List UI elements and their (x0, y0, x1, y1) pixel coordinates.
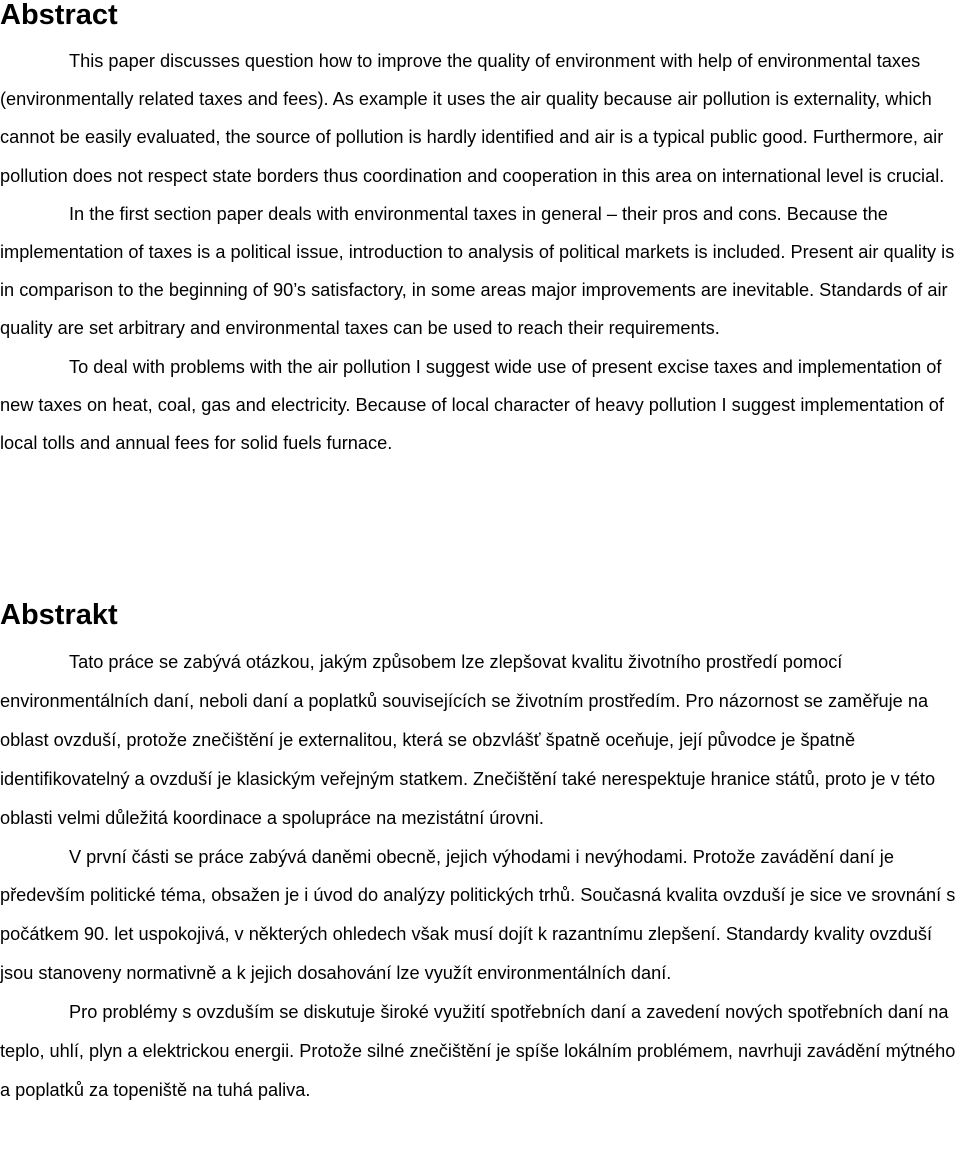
abstrakt-paragraph: V první části se práce zabývá daněmi obecně, jejich výhodami i nevýhodami. Protože zavádění daní je především politické téma, obsažen je i úvod do analýzy politických trhů. Současná kvalita ovzduší je sice ve srovnání s počátkem 90. let uspokojivá, v některých ohledech však musí dojít k razantnímu zlepšení. Standardy kvality ovzduší jsou stanoveny normativně a k jejich dosahování lze využít environmentálních daní. (0, 846, 956, 984)
abstract-heading: Abstract (0, 0, 118, 31)
abstract-paragraph: To deal with problems with the air pollution I suggest wide use of present excise taxes and implementation of new taxes on heat, coal, gas and electricity. Because of local character of heavy pollution I suggest implementation of local tolls and annual fees for solid fuels furnace. (0, 356, 944, 454)
abstrakt-heading: Abstrakt (0, 599, 118, 631)
abstract-paragraph: This paper discusses question how to improve the quality of environment with help of environmental taxes (environmentally related taxes and fees). As example it uses the air quality because air pollution is externality, which cannot be easily evaluated, the source of pollution is hardly identified and air is a typical public good. Furthermore, air pollution does not respect state borders thus coordination and cooperation in this area on international level is crucial. (0, 51, 945, 186)
abstract-paragraph: In the first section paper deals with environmental taxes in general – their pros and cons. Because the implementation of taxes is a political issue, introduction to analysis of political markets is included. Present air quality is in comparison to the beginning of 90’s satisfactory, in some areas major improvements are inevitable. Standards of air quality are set arbitrary and environmental taxes can be used to reach their requirements. (0, 203, 955, 339)
abstrakt-body (0, 643, 960, 1110)
abstrakt-paragraph: Pro problémy s ovzduším se diskutuje široké využití spotřebních daní a zavedení nových spotřebních daní na teplo, uhlí, plyn a elektrickou energii. Protože silné znečištění je spíše lokálním problémem, navrhuji zavádění mýtného a poplatků za topeniště na tuhá paliva. (0, 1002, 956, 1100)
abstract-body (0, 42, 960, 462)
abstrakt-paragraph: Tato práce se zabývá otázkou, jakým způsobem lze zlepšovat kvalitu životního prostředí pomocí environmentálních daní, neboli daní a poplatků souvisejících se životním prostředím. Pro názornost se zaměřuje na oblast ovzduší, protože znečištění je externalitou, která se obzvlášť špatně oceňuje, její původce je špatně identifikovatelný a ovzduší je klasickým veřejným statkem. Znečištění také nerespektuje hranice států, proto je v této oblasti velmi důležitá koordinace a spolupráce na mezistátní úrovni. (0, 652, 936, 828)
